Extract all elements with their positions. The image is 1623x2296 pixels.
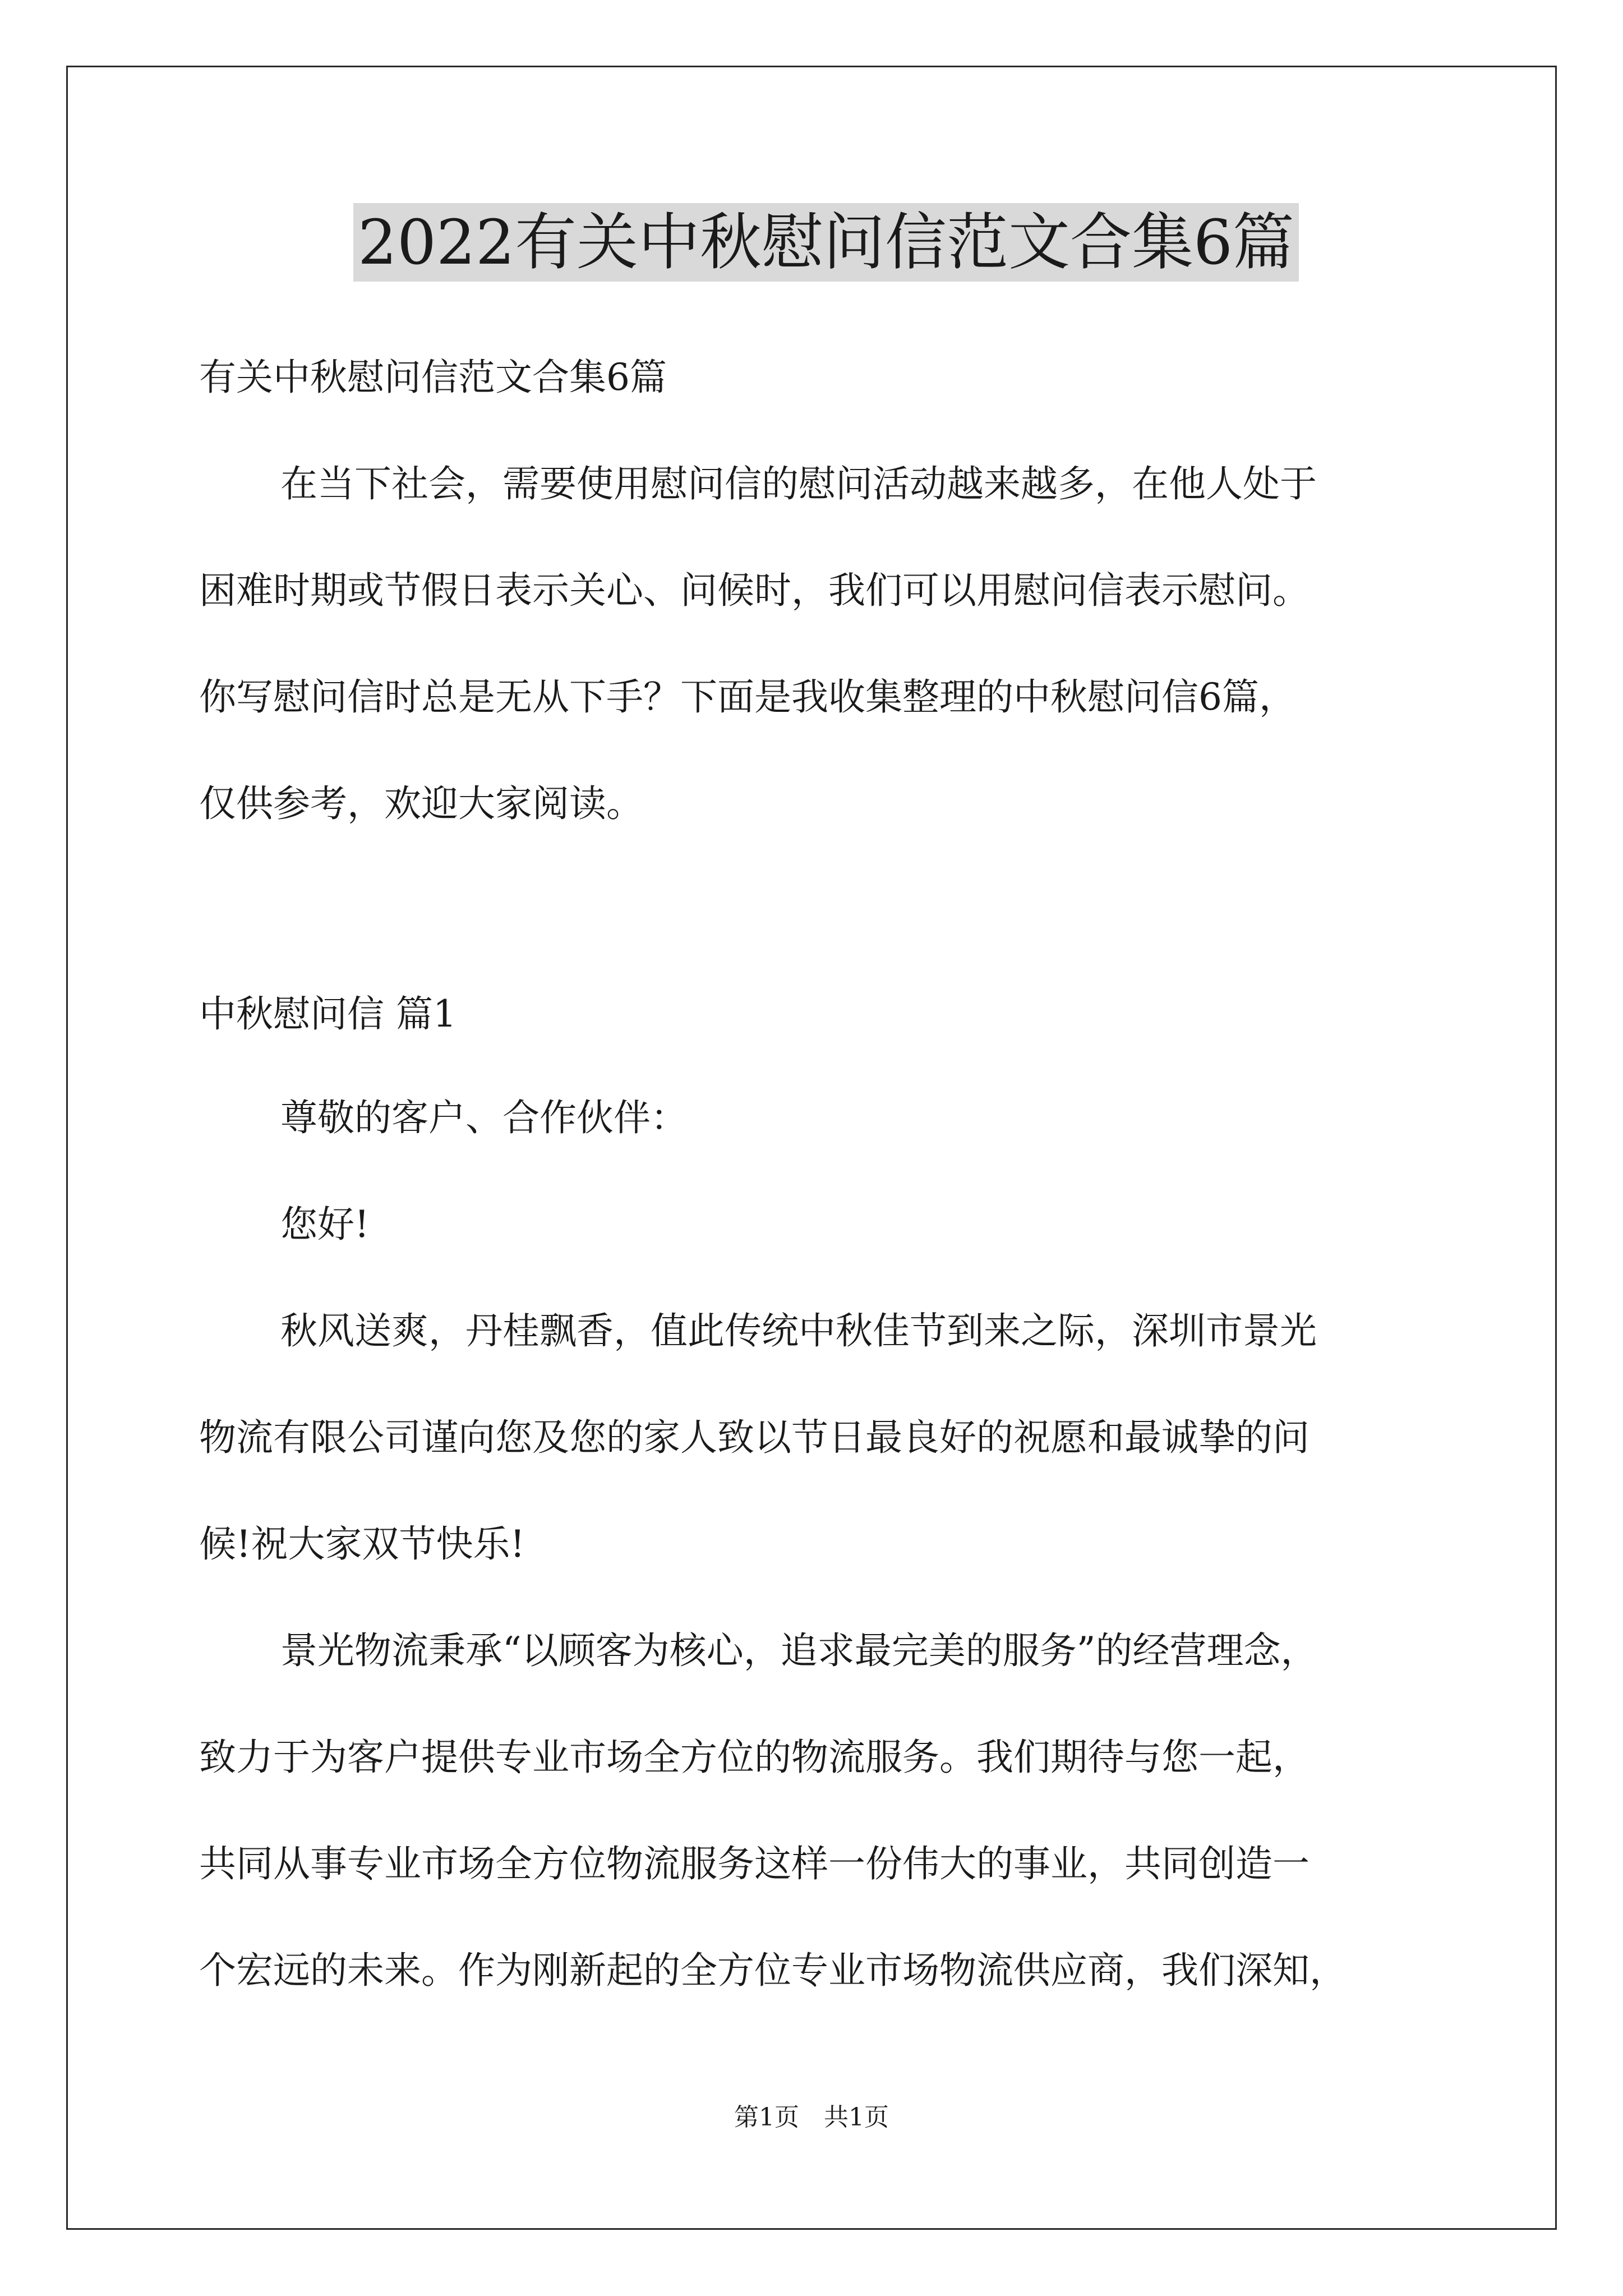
paragraph1-line-2: 物流有限公司谨向您及您的家人致以节日最良好的祝愿和最诚挚的问 [199, 1416, 1310, 1459]
greeting: 您好! [280, 1203, 370, 1246]
document-title: 2022有关中秋慰问信范文合集6篇 [353, 203, 1299, 282]
paragraph1-line-1: 秋风送爽，丹桂飘香，值此传统中秋佳节到来之际，深圳市景光 [280, 1309, 1317, 1352]
paragraph2-line-3: 共同从事专业市场全方位物流服务这样一份伟大的事业，共同创造一 [199, 1842, 1310, 1885]
section-heading: 中秋慰问信 篇1 [199, 992, 457, 1036]
paragraph1-line-3: 候!祝大家双节快乐! [199, 1522, 525, 1566]
paragraph2-line-1: 景光物流秉承“以顾客为核心，追求最完美的服务”的经营理念， [280, 1629, 1318, 1672]
document-subtitle: 有关中秋慰问信范文合集6篇 [199, 356, 667, 399]
paragraph2-line-2: 致力于为客户提供专业市场全方位的物流服务。我们期待与您一起， [199, 1736, 1310, 1779]
intro-line-4: 仅供参考，欢迎大家阅读。 [199, 782, 643, 825]
salutation: 尊敬的客户、合作伙伴： [280, 1096, 688, 1139]
paragraph2-line-4: 个宏远的未来。作为刚新起的全方位专业市场物流供应商，我们深知， [199, 1949, 1347, 1992]
page-footer: 第1页 共1页 [734, 2103, 889, 2132]
intro-line-2: 困难时期或节假日表示关心、问候时，我们可以用慰问信表示慰问。 [199, 569, 1310, 612]
intro-line-1: 在当下社会，需要使用慰问信的慰问活动越来越多，在他人处于 [280, 462, 1317, 505]
intro-line-3: 你写慰问信时总是无从下手？下面是我收集整理的中秋慰问信6篇， [199, 675, 1296, 719]
